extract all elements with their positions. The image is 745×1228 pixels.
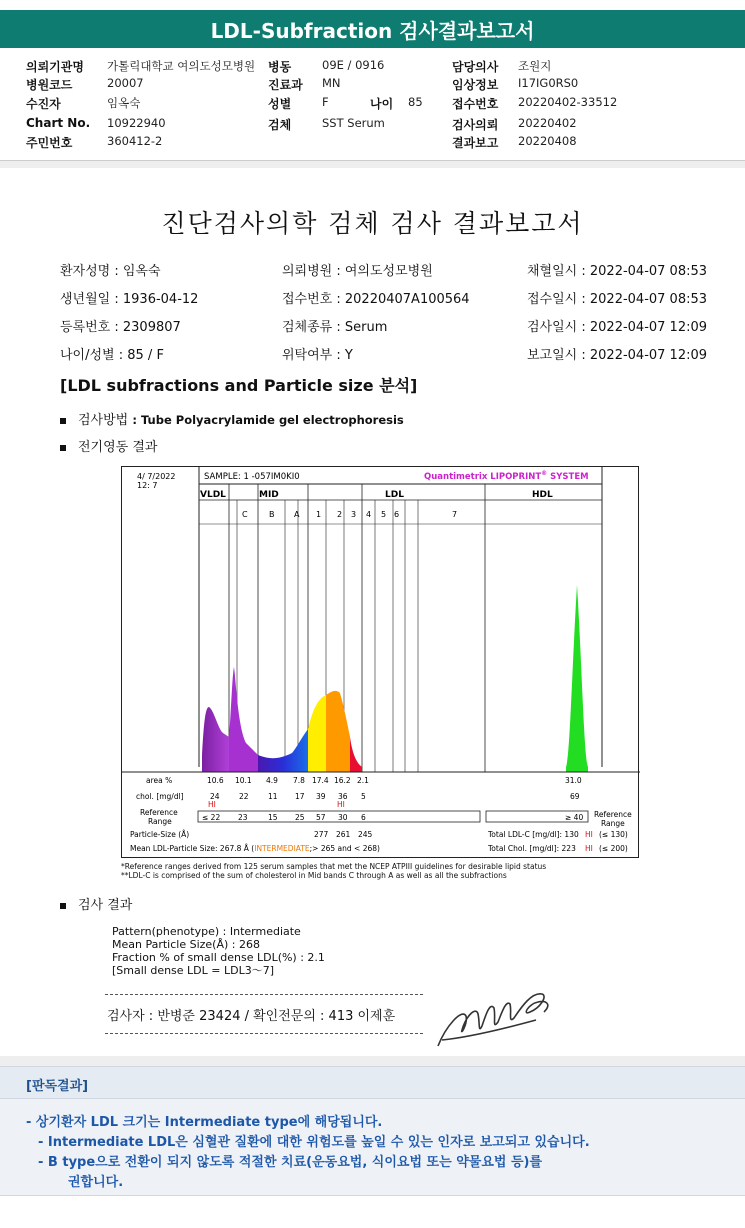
chart-time: 12: 7 bbox=[137, 481, 158, 490]
result-line: Fraction % of small dense LDL(%) : 2.1 bbox=[112, 951, 325, 964]
bullet-icon bbox=[60, 418, 66, 424]
chart-brand bbox=[424, 470, 589, 482]
chol-value: 69 bbox=[570, 792, 580, 801]
info-label: 진료과 bbox=[268, 78, 303, 92]
band-label: A bbox=[294, 510, 300, 519]
chol-value: 39 bbox=[316, 792, 326, 801]
info-value: 20220402-33512 bbox=[518, 95, 618, 109]
total-chol-ref: (≤ 200) bbox=[599, 844, 628, 853]
info-label: Chart No. bbox=[26, 116, 91, 130]
patient-field: 보고일시 : 2022-04-07 12:09 bbox=[527, 348, 708, 363]
particle-value: 245 bbox=[358, 830, 373, 839]
hdl-peak bbox=[566, 585, 588, 772]
area-value: 4.9 bbox=[266, 776, 278, 785]
ref-value: 30 bbox=[338, 813, 348, 822]
ref-value: 25 bbox=[295, 813, 305, 822]
info-label: 수진자 bbox=[26, 97, 61, 111]
group-label-hdl: HDL bbox=[532, 490, 553, 500]
info-value: 조원지 bbox=[518, 59, 552, 73]
group-label-vldl: VLDL bbox=[200, 490, 226, 500]
signoff-text: 검사자 : 반병준 23424 / 확인전문의 : 413 이제훈 bbox=[107, 1009, 396, 1024]
signature-image bbox=[432, 986, 564, 1052]
ref-value: ≤ 22 bbox=[202, 813, 221, 822]
info-value: 20007 bbox=[107, 76, 144, 90]
bullet-icon bbox=[60, 903, 66, 909]
info-value: I17IG0RS0 bbox=[518, 76, 579, 90]
area-value: 10.6 bbox=[207, 776, 224, 785]
report-header-title: LDL-Subfraction 검사결과보고서 bbox=[210, 18, 535, 43]
method-label: 검사방법 bbox=[78, 413, 129, 428]
chart-notes bbox=[121, 862, 546, 880]
ref-label-2: Range bbox=[148, 817, 172, 826]
section-divider bbox=[0, 1056, 745, 1066]
ref-right-1: Reference bbox=[594, 810, 632, 819]
result-line: Mean Particle Size(Å) : 268 bbox=[112, 938, 260, 951]
interpretation-panel bbox=[0, 1066, 745, 1196]
area-value: 2.1 bbox=[357, 776, 369, 785]
ldl2-peak bbox=[326, 691, 350, 772]
ldl1-peak bbox=[308, 695, 326, 772]
chol-value: 17 bbox=[295, 792, 305, 801]
patient-field: 접수번호 : 20220407A100564 bbox=[282, 292, 470, 307]
info-label: 접수번호 bbox=[452, 97, 499, 111]
info-label: 성별 bbox=[268, 97, 292, 111]
area-value: 31.0 bbox=[565, 776, 582, 785]
signoff-box bbox=[105, 994, 423, 1034]
band-label: 5 bbox=[381, 510, 387, 519]
mean-flag: INTERMEDIATE bbox=[254, 844, 310, 853]
chol-hi-flag: HI bbox=[337, 800, 345, 809]
patient-field: 등록번호 : 2309807 bbox=[60, 320, 181, 335]
patient-field: 검사일시 : 2022-04-07 12:09 bbox=[527, 320, 708, 335]
interpretation-title: [판독결과] bbox=[0, 1067, 745, 1099]
result-summary bbox=[112, 925, 325, 977]
area-value: 7.8 bbox=[293, 776, 305, 785]
band-label: C bbox=[242, 510, 248, 519]
total-ldl-hi: HI bbox=[585, 830, 593, 839]
particle-value: 261 bbox=[336, 830, 351, 839]
mean-tail: ;> 265 and < 268) bbox=[309, 844, 380, 853]
total-ldl-ref: (≤ 130) bbox=[599, 830, 628, 839]
band-label: 7 bbox=[452, 510, 458, 519]
info-label: 결과보고 bbox=[452, 136, 499, 150]
info-value: 10922940 bbox=[107, 116, 166, 130]
method-bullet bbox=[60, 409, 404, 428]
chol-value: 5 bbox=[361, 792, 366, 801]
group-label-ldl: LDL bbox=[385, 490, 404, 500]
chol-value: 22 bbox=[239, 792, 249, 801]
mid-b-a-peak bbox=[258, 729, 308, 772]
band-label: B bbox=[269, 510, 275, 519]
chart-brand-name: Quantimetrix LIPOPRINT bbox=[424, 472, 542, 482]
info-value: 360412-2 bbox=[107, 134, 163, 148]
ref-value: 6 bbox=[361, 813, 366, 822]
info-value: F bbox=[322, 95, 329, 109]
age-label: 나이 bbox=[370, 97, 394, 111]
interpretation-line: - 상기환자 LDL 크기는 Intermediate type에 해당됩니다. bbox=[26, 1115, 383, 1130]
patient-field: 접수일시 : 2022-04-07 08:53 bbox=[527, 292, 708, 307]
patient-field: 채혈일시 : 2022-04-07 08:53 bbox=[527, 264, 708, 279]
area-value: 16.2 bbox=[334, 776, 351, 785]
info-label: 임상정보 bbox=[452, 78, 499, 92]
result-label: 검사 결과 bbox=[78, 898, 133, 913]
report-title: 진단검사의학 검체 검사 결과보고서 bbox=[161, 209, 584, 238]
info-label: 담당의사 bbox=[452, 60, 499, 74]
electrophoresis-svg bbox=[122, 467, 640, 859]
bullet-icon bbox=[60, 445, 66, 451]
band-label: 4 bbox=[366, 510, 372, 519]
electro-bullet bbox=[60, 436, 157, 455]
patient-field: 생년월일 : 1936-04-12 bbox=[60, 292, 199, 307]
info-label: 병동 bbox=[268, 60, 292, 74]
vldl-peak bbox=[202, 707, 229, 772]
particle-value: 277 bbox=[314, 830, 329, 839]
chart-brand-reg: ® bbox=[541, 470, 548, 477]
request-info bbox=[0, 54, 745, 154]
chol-hi-flag: HI bbox=[208, 800, 216, 809]
info-value: 20220402 bbox=[518, 116, 577, 130]
group-label-mid: MID bbox=[259, 490, 279, 500]
section-title: [LDL subfractions and Particle size 분석] bbox=[60, 376, 418, 395]
mean-particle-line bbox=[130, 844, 380, 853]
result-bullet bbox=[60, 894, 132, 913]
hdl-ref: ≥ 40 bbox=[565, 813, 584, 822]
particle-label: Particle-Size (Å) bbox=[130, 830, 190, 839]
info-value: 20220408 bbox=[518, 134, 577, 148]
report-header bbox=[0, 10, 745, 48]
area-value: 10.1 bbox=[235, 776, 252, 785]
band-label: 3 bbox=[351, 510, 357, 519]
band-label: 1 bbox=[316, 510, 322, 519]
info-label: 병원코드 bbox=[26, 78, 73, 92]
ldl3-peak bbox=[350, 737, 362, 772]
chart-sample: SAMPLE: 1 -057IM0KI0 bbox=[204, 472, 300, 482]
info-label: 의뢰기관명 bbox=[26, 60, 84, 74]
ref-label-1: Reference bbox=[140, 808, 178, 817]
chol-value: 24 bbox=[210, 792, 220, 801]
area-label: area % bbox=[146, 776, 173, 785]
info-value: SST Serum bbox=[322, 116, 385, 130]
total-ldl: Total LDL-C [mg/dl]: 130 bbox=[488, 830, 579, 839]
report-sheet bbox=[0, 168, 745, 1058]
patient-field: 검체종류 : Serum bbox=[282, 320, 388, 335]
note-line: *Reference ranges derived from 125 serum samples that met the NCEP ATPIII guidelines for desirable lipid status bbox=[121, 862, 547, 871]
method-value: : Tube Polyacrylamide gel electrophoresis bbox=[132, 413, 404, 427]
interpretation-line: - B type으로 전환이 되지 않도록 적절한 치료(운동요법, 식이요법 또는 약물요법 등)를 bbox=[38, 1155, 543, 1170]
note-line: **LDL-C is comprised of the sum of cholesterol in Mid bands C through A as well as all the subfractions bbox=[121, 871, 507, 880]
area-value: 17.4 bbox=[312, 776, 329, 785]
result-line: Pattern(phenotype) : Intermediate bbox=[112, 925, 301, 938]
chol-label: chol. [mg/dl] bbox=[136, 792, 184, 801]
interpretation-line: - Intermediate LDL은 심혈관 질환에 대한 위험도를 높일 수 있는 인자로 보고되고 있습니다. bbox=[38, 1135, 590, 1150]
info-value: MN bbox=[322, 76, 341, 90]
total-chol-hi: HI bbox=[585, 844, 593, 853]
signature-stroke bbox=[438, 994, 548, 1046]
chart-date: 4/ 7/2022 bbox=[137, 472, 176, 481]
band-label: 2 bbox=[337, 510, 343, 519]
result-line: [Small dense LDL = LDL3～7] bbox=[112, 964, 275, 977]
total-chol: Total Chol. [mg/dl]: 223 bbox=[488, 844, 576, 853]
electrophoresis-chart bbox=[121, 466, 639, 858]
band-label: 6 bbox=[394, 510, 400, 519]
patient-field: 의뢰병원 : 여의도성모병원 bbox=[282, 264, 433, 279]
patient-field: 환자성명 : 임옥숙 bbox=[60, 264, 161, 279]
age-value: 85 bbox=[408, 95, 423, 109]
chart-brand-suffix: SYSTEM bbox=[547, 472, 589, 482]
info-value: 가톨릭대학교 여의도성모병원 bbox=[107, 59, 256, 73]
chol-value: 36 bbox=[338, 792, 348, 801]
ref-value: 23 bbox=[238, 813, 248, 822]
interpretation-body bbox=[26, 1113, 726, 1193]
interpretation-line: 권합니다. bbox=[68, 1175, 124, 1190]
patient-field: 위탁여부 : Y bbox=[282, 348, 353, 363]
chol-value: 11 bbox=[268, 792, 278, 801]
section-divider bbox=[0, 160, 745, 168]
info-label: 주민번호 bbox=[26, 136, 73, 150]
ref-value: 15 bbox=[268, 813, 278, 822]
mean-label: Mean LDL-Particle Size: 267.8 Å ( bbox=[130, 844, 255, 853]
info-label: 검사의뢰 bbox=[452, 118, 499, 132]
ref-value: 57 bbox=[316, 813, 326, 822]
patient-field: 나이/성별 : 85 / F bbox=[60, 348, 164, 363]
info-value: 09E / 0916 bbox=[322, 58, 385, 72]
electro-label: 전기영동 결과 bbox=[78, 440, 158, 455]
info-value: 임옥숙 bbox=[107, 96, 141, 110]
mid-c-peak bbox=[229, 667, 258, 772]
info-label: 검체 bbox=[268, 118, 292, 132]
ref-right-2: Range bbox=[601, 819, 625, 828]
